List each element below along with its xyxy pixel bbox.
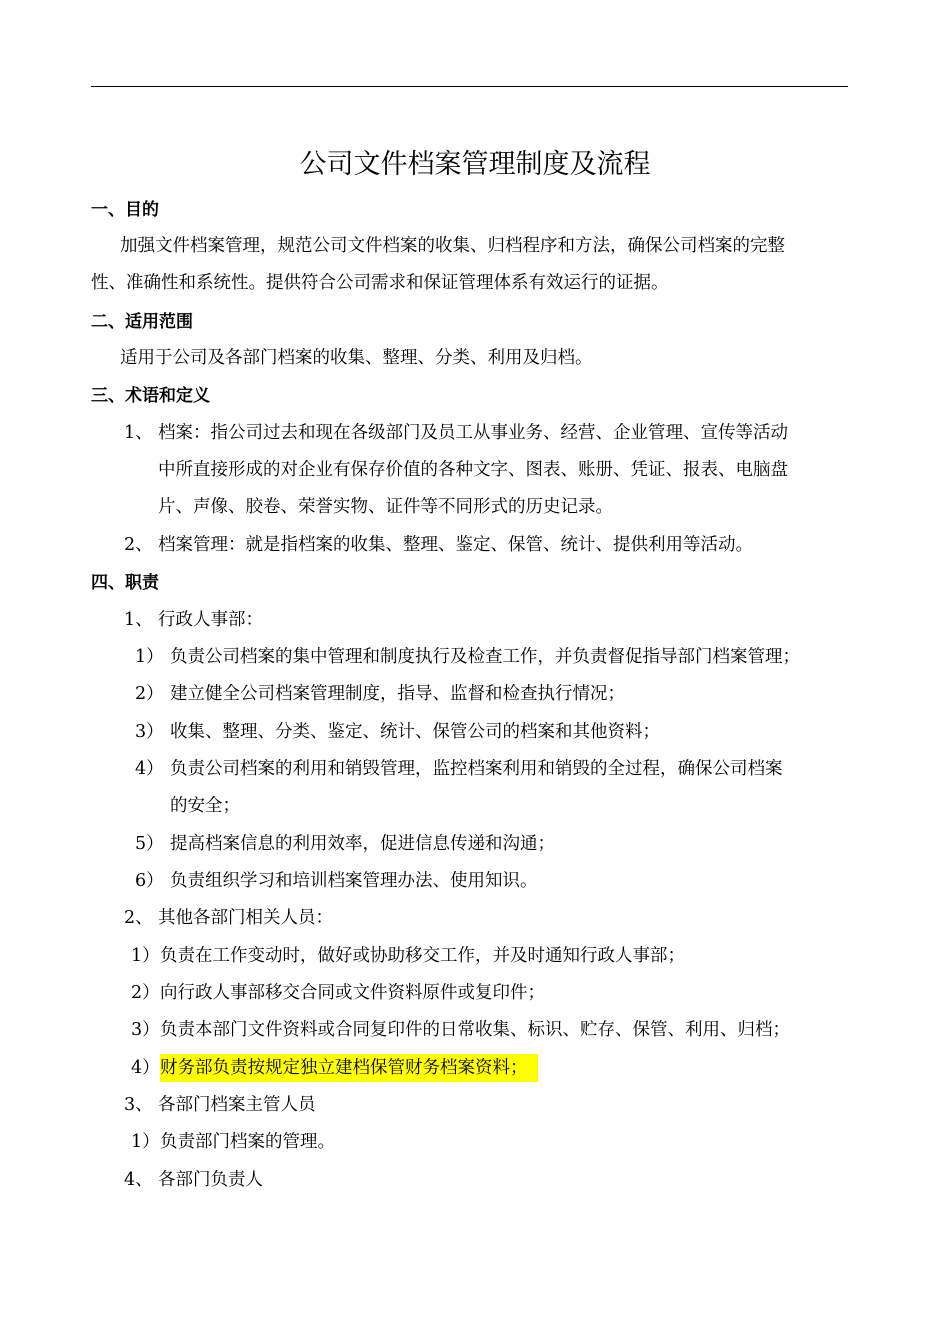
term-1-line-3: 片、声像、胶卷、荣誉实物、证件等不同形式的历史记录。 [158,497,613,517]
duty-1-2-text: 建立健全公司档案管理制度，指导、监督和检查执行情况； [170,684,625,704]
duty-group-4-number: 4、 [124,1170,153,1190]
duty-1-2-number: 2） [135,684,164,704]
duty-2-4-number: 4） [131,1058,160,1078]
duty-2-4-text-highlighted: 财务部负责按规定独立建档保管财务档案资料； [160,1054,538,1082]
duty-2-2-number: 2） [131,983,160,1003]
section-1-paragraph-line-2: 性、准确性和系统性。提供符合公司需求和保证管理体系有效运行的证据。 [91,273,669,293]
duty-group-2-number: 2、 [124,908,153,928]
duty-group-3-number: 3、 [124,1095,153,1115]
duty-1-6-number: 6） [135,871,164,891]
duty-3-1-number: 1） [131,1132,160,1152]
duty-group-1-number: 1、 [124,610,153,630]
duty-3-1-text: 负责部门档案的管理。 [160,1132,335,1152]
header-rule [91,86,848,87]
duty-2-3-number: 3） [131,1020,160,1040]
duty-1-4-line-2: 的安全； [170,796,240,816]
section-4-heading: 四、职责 [91,573,159,593]
term-1-line-1: 档案：指公司过去和现在各级部门及员工从事业务、经营、企业管理、宣传等活动 [158,423,788,443]
duty-1-1-number: 1） [135,647,164,667]
duty-1-4-number: 4） [135,759,164,779]
term-1-number: 1、 [124,423,153,443]
section-1-paragraph-line-1: 加强文件档案管理，规范公司文件档案的收集、归档程序和方法，确保公司档案的完整 [120,236,785,256]
duty-2-1-text: 负责在工作变动时，做好或协助移交工作，并及时通知行政人事部； [160,946,685,966]
term-2-text: 档案管理：就是指档案的收集、整理、鉴定、保管、统计、提供利用等活动。 [158,535,753,555]
duty-1-6-text: 负责组织学习和培训档案管理办法、使用知识。 [170,871,538,891]
duty-group-2-title: 其他各部门相关人员： [158,908,333,928]
duty-group-3-title: 各部门档案主管人员 [158,1095,316,1115]
section-2-paragraph: 适用于公司及各部门档案的收集、整理、分类、利用及归档。 [120,348,593,368]
section-1-heading: 一、目的 [91,200,159,220]
duty-2-1-number: 1） [131,946,160,966]
document-title: 公司文件档案管理制度及流程 [299,149,651,180]
duty-1-3-number: 3） [135,722,164,742]
duty-1-3-text: 收集、整理、分类、鉴定、统计、保管公司的档案和其他资料； [170,722,660,742]
section-2-heading: 二、适用范围 [91,312,193,332]
duty-1-4-line-1: 负责公司档案的利用和销毁管理，监控档案利用和销毁的全过程，确保公司档案 [170,759,783,779]
term-2-number: 2、 [124,535,153,555]
term-1-line-2: 中所直接形成的对企业有保存价值的各种文字、图表、账册、凭证、报表、电脑盘 [158,460,788,480]
duty-1-5-text: 提高档案信息的利用效率，促进信息传递和沟通； [170,834,555,854]
section-3-heading: 三、术语和定义 [91,386,210,406]
duty-group-1-title: 行政人事部： [158,610,263,630]
duty-1-5-number: 5） [135,834,164,854]
duty-2-2-text: 向行政人事部移交合同或文件资料原件或复印件； [160,983,545,1003]
duty-group-4-title: 各部门负责人 [158,1170,263,1190]
duty-2-3-text: 负责本部门文件资料或合同复印件的日常收集、标识、贮存、保管、利用、归档； [160,1020,790,1040]
duty-1-1-text: 负责公司档案的集中管理和制度执行及检查工作，并负责督促指导部门档案管理； [170,647,800,667]
